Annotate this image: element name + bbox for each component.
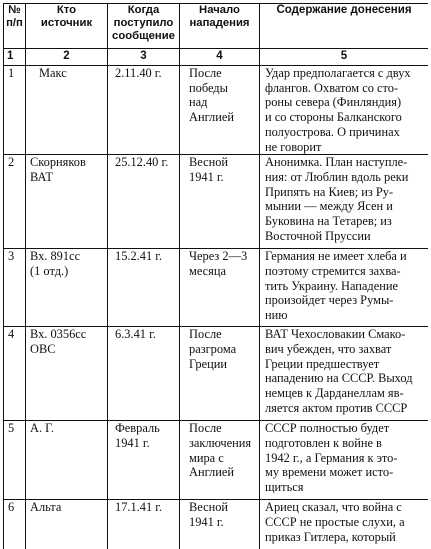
header-received-date: Когда поступило сообщение — [108, 4, 180, 49]
row-content: СССР полностью будет подготовлен к войне в 1942 г., а Германия к это- му времени может исто- щиться — [260, 421, 429, 500]
column-number-row — [4, 49, 429, 66]
row-content: Удар предполагается с двух флангов. Охватом со сто- роны севера (Финляндия) и со стороны Балканского полуострова. О причинах не говорит — [260, 66, 429, 155]
row-attack-start: Весной 1941 г. — [180, 155, 260, 249]
document-page — [3, 3, 428, 549]
row-content: Ариец сказал, что война с СССР не простые слухи, а приказ Гитлера, который — [260, 500, 429, 549]
row-date: Февраль 1941 г. — [108, 421, 180, 500]
row-attack-start: После заключения мира с Англией — [180, 421, 260, 500]
table-row — [4, 155, 429, 249]
header-source: Кто источник — [26, 4, 108, 49]
row-attack-start: Весной 1941 г. — [180, 500, 260, 549]
header-attack-start: Начало нападения — [180, 4, 260, 49]
column-number: 4 — [180, 49, 260, 66]
row-number: 3 — [4, 249, 26, 327]
row-attack-start: После победы над Англией — [180, 66, 260, 155]
row-date: 17.1.41 г. — [108, 500, 180, 549]
row-content: ВАТ Чехословакии Смако- вич убежден, что захват Греции предшествует нападению на СССР. Выход немцев к Дарданеллам яв- ляется актом против СССР — [260, 327, 429, 421]
table-row — [4, 421, 429, 500]
row-source: Макс — [26, 66, 108, 155]
row-number: 4 — [4, 327, 26, 421]
row-date: 15.2.41 г. — [108, 249, 180, 327]
table-header-row — [4, 4, 429, 49]
row-source: А. Г. — [26, 421, 108, 500]
row-number: 1 — [4, 66, 26, 155]
row-number: 5 — [4, 421, 26, 500]
row-source: Вх. 891сс (1 отд.) — [26, 249, 108, 327]
column-number: 2 — [26, 49, 108, 66]
table-row — [4, 500, 429, 549]
row-source: Вх. 0356сс ОВС — [26, 327, 108, 421]
row-source: Альта — [26, 500, 108, 549]
row-date: 25.12.40 г. — [108, 155, 180, 249]
table-row — [4, 66, 429, 155]
row-number: 2 — [4, 155, 26, 249]
row-date: 2.11.40 г. — [108, 66, 180, 155]
column-number: 1 — [4, 49, 26, 66]
row-source: Скорняков ВАТ — [26, 155, 108, 249]
row-attack-start: Через 2—3 месяца — [180, 249, 260, 327]
header-report-content: Содержание донесения — [260, 4, 429, 49]
row-date: 6.3.41 г. — [108, 327, 180, 421]
column-number: 3 — [108, 49, 180, 66]
column-number: 5 — [260, 49, 429, 66]
table-row — [4, 249, 429, 327]
row-number: 6 — [4, 500, 26, 549]
row-content: Германия не имеет хлеба и поэтому стремится захва- тить Украину. Нападение произойдет через Румы- нию — [260, 249, 429, 327]
table-row — [4, 327, 429, 421]
row-attack-start: После разгрома Греции — [180, 327, 260, 421]
intelligence-reports-table — [3, 3, 428, 549]
header-number: № п/п — [4, 4, 26, 49]
row-content: Анонимка. План наступле- ния: от Люблин вдоль реки Припять на Киев; из Ру- мынии — между Ясен и Буковина на Тетарев; из Восточной Пруссии — [260, 155, 429, 249]
